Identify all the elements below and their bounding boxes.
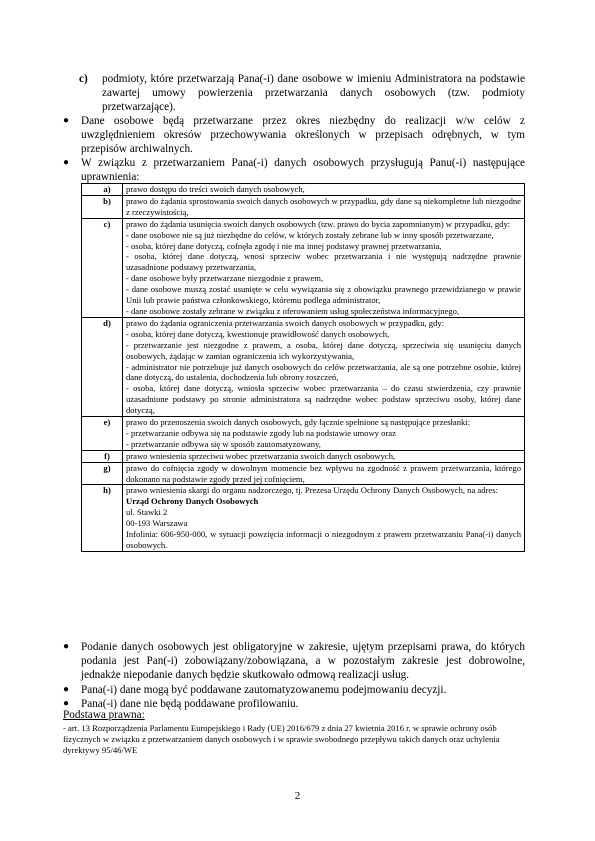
rights-line: - przetwarzanie odbywa się na podstawie zgody lub na podstawie umowy oraz [126, 427, 396, 438]
rights-row [82, 195, 525, 218]
rights-row [82, 485, 525, 551]
bullet-retention [63, 114, 525, 156]
rights-line: ul. Stawki 2 [126, 507, 168, 518]
rights-line: - administrator nie potrzebuje już danych osobowych do celów przetwarzania, ale są one potrzebne osobie, której dane dotyczą, do ustalenia, dochodzenia lub obrony roszczeń, [126, 361, 521, 383]
bullet-icon: ● [63, 641, 70, 652]
rights-line: prawo do żądania sprostowania swoich danych osobowych w przypadku, gdy dane są niekompletne lub niezgodne z rzeczywistością, [126, 195, 521, 217]
bullet-icon: ● [63, 115, 70, 126]
rights-line: - dane osobowe muszą zostać usunięte w celu wywiązania się z obowiązku prawnego przewidzianego w prawie Unii lub prawie państwa członkowskiego, któremu podlega administrator, [126, 284, 521, 306]
rights-letter-cell [82, 218, 123, 317]
rights-line: prawo wniesienia skargi do organu nadzorczego, tj. Prezesa Urzędu Ochrony Danych Osobowych, na adres: [126, 485, 498, 496]
bullet-rights-intro [63, 156, 525, 184]
rights-letter-cell [82, 485, 123, 551]
rights-text-cell [123, 195, 525, 218]
rights-text-cell [123, 184, 525, 196]
rights-row [82, 462, 525, 485]
bullet-automated-decisions [63, 683, 525, 697]
rights-line: - osoba, której dane dotyczą, kwestionuje prawidłowość danych osobowych, [126, 328, 390, 339]
rights-line: - dane osobowe nie są już niezbędne do celów, w których zostały zebrane lub w inny sposób przetwarzane, [126, 229, 494, 240]
rights-letter: h) [103, 485, 111, 496]
rights-row [82, 218, 525, 317]
rights-row [82, 450, 525, 462]
rights-line: - osoba, której dane dotyczą, cofnęła zgodę i nie ma innej podstawy prawnej przetwarzania, [126, 240, 442, 251]
rights-table-body [82, 184, 525, 552]
bullet-text: Pana(-i) dane mogą być poddawane zautomatyzowanemu podejmowaniu decyzji. [81, 684, 447, 696]
rights-letter: d) [103, 317, 111, 328]
legal-basis-title: Podstawa prawna: [63, 709, 145, 721]
rights-letter-cell [82, 317, 123, 416]
bullet-icon: ● [63, 157, 70, 168]
rights-line: prawo dostępu do treści swoich danych osobowych, [126, 184, 305, 194]
rights-letter: g) [103, 462, 111, 473]
rights-line: 00-193 Warszawa [126, 518, 188, 529]
bullet-text: Podanie danych osobowych jest obligatoryjne w zakresie, ujętym przepisami prawa, do których podania jest Pan(-i) zobowiązany/zobowiązana, a w pozostałym zakresie jest dobrowolne, jednakże niepodanie danych będzie skutkowało odmową realizacji usług. [81, 641, 525, 681]
item-text: podmioty, które przetwarzają Pana(-i) dane osobowe w imieniu Administratora na podstawie zawartej umowy powierzenia przetwarzania danych osobowych (tzw. podmioty przetwarzające). [102, 73, 525, 113]
rights-row [82, 184, 525, 196]
legal-basis-text: - art. 13 Rozporządzenia Parlamentu Europejskiego i Rady (UE) 2016/679 z dnia 27 kwietnia 2016 r. w sprawie ochrony osób fizycznych w związku z przetwarzaniem danych osobowych i w sprawie swobodnego przepływu takich danych oraz uchylenia dyrektywy 95/46/WE [63, 723, 500, 755]
rights-letter-cell [82, 417, 123, 451]
bullet-icon: ● [63, 698, 70, 709]
rights-letter: f) [104, 450, 110, 461]
rights-line: - przetwarzanie jest niezgodne z prawem, a osoba, której dane dotyczą, sprzeciwia się usunięciu danych osobowych, żądając w zamian ograniczenia ich wykorzystywania, [126, 339, 521, 361]
recipients-item-c [79, 72, 525, 114]
rights-text-cell [123, 450, 525, 462]
rights-text-cell [123, 417, 525, 451]
bullet-obligatory [63, 640, 525, 682]
rights-line: prawo wniesienia sprzeciwu wobec przetwarzania swoich danych osobowych, [126, 450, 396, 461]
item-marker: c) [79, 73, 88, 85]
rights-line: prawo do cofnięcia zgody w dowolnym momencie bez wpływu na zgodność z prawem przetwarzania, którego dokonano na podstawie zgody przed jej cofnięciem, [126, 462, 521, 484]
rights-table [81, 183, 525, 552]
rights-letter-cell [82, 462, 123, 485]
rights-row [82, 417, 525, 451]
rights-line: - dane osobowe były przetwarzane niezgodnie z prawem, [126, 273, 324, 284]
rights-line: prawo do żądania usunięcia swoich danych osobowych (tzw. prawo do bycia zapomnianym) w przypadku, gdy: [126, 218, 511, 229]
rights-line: - dane osobowe zostały zebrane w związku z oferowaniem usług społeczeństwa informacyjnego, [126, 305, 460, 316]
rights-text-cell [123, 462, 525, 485]
rights-text-cell [123, 218, 525, 317]
rights-letter: e) [103, 417, 111, 428]
rights-row [82, 317, 525, 416]
bullet-text: Dane osobowe będą przetwarzane przez okres niezbędny do realizacji w/w celów z uwzględnieniem okresów przechowywania określonych w przepisach odrębnych, w tym przepisów archiwalnych. [81, 115, 525, 155]
rights-line: - osoba, której dane dotyczą, wnosi sprzeciw wobec przetwarzania i nie występują nadrzędne prawnie uzasadnione podstawy przetwarzania, [126, 251, 521, 273]
page-number: 2 [294, 790, 301, 802]
rights-letter: b) [103, 195, 111, 206]
rights-line: prawo do przenoszenia swoich danych osobowych, gdy łącznie spełnione są następujące przesłanki: [126, 417, 471, 428]
bullet-text: Pana(-i) dane nie będą poddawane profilowaniu. [81, 698, 299, 710]
rights-text-cell [123, 485, 525, 551]
rights-letter-cell [82, 450, 123, 462]
rights-letter: a) [103, 184, 111, 194]
rights-letter-cell [82, 184, 123, 196]
rights-letter-cell [82, 195, 123, 218]
rights-text-cell [123, 317, 525, 416]
rights-line: - przetwarzanie odbywa się w sposób zautomatyzowany, [126, 438, 321, 449]
rights-line: - osoba, której dane dotyczą, wniosła sprzeciw wobec przetwarzania – do czasu stwierdzenia, czy prawnie uzasadnione podstawy po stronie administratora są nadrzędne wobec podstaw sprzeciwu osoby, której dane dotyczą, [126, 383, 521, 416]
bullet-icon: ● [63, 684, 70, 695]
rights-line: Urząd Ochrony Danych Osobowych [126, 496, 259, 507]
rights-letter: c) [103, 218, 111, 229]
bullet-text: W związku z przetwarzaniem Pana(-i) danych osobowych przysługują Panu(-i) następujące uprawnienia: [81, 157, 525, 183]
rights-line: prawo do żądania ograniczenia przetwarzania swoich danych osobowych w przypadku, gdy: [126, 317, 445, 328]
rights-line: Infolinia: 606-950-000, w sytuacji powzięcia informacji o niezgodnym z prawem przetwarzaniu Pana(-i) danych osobowych. [126, 529, 521, 550]
